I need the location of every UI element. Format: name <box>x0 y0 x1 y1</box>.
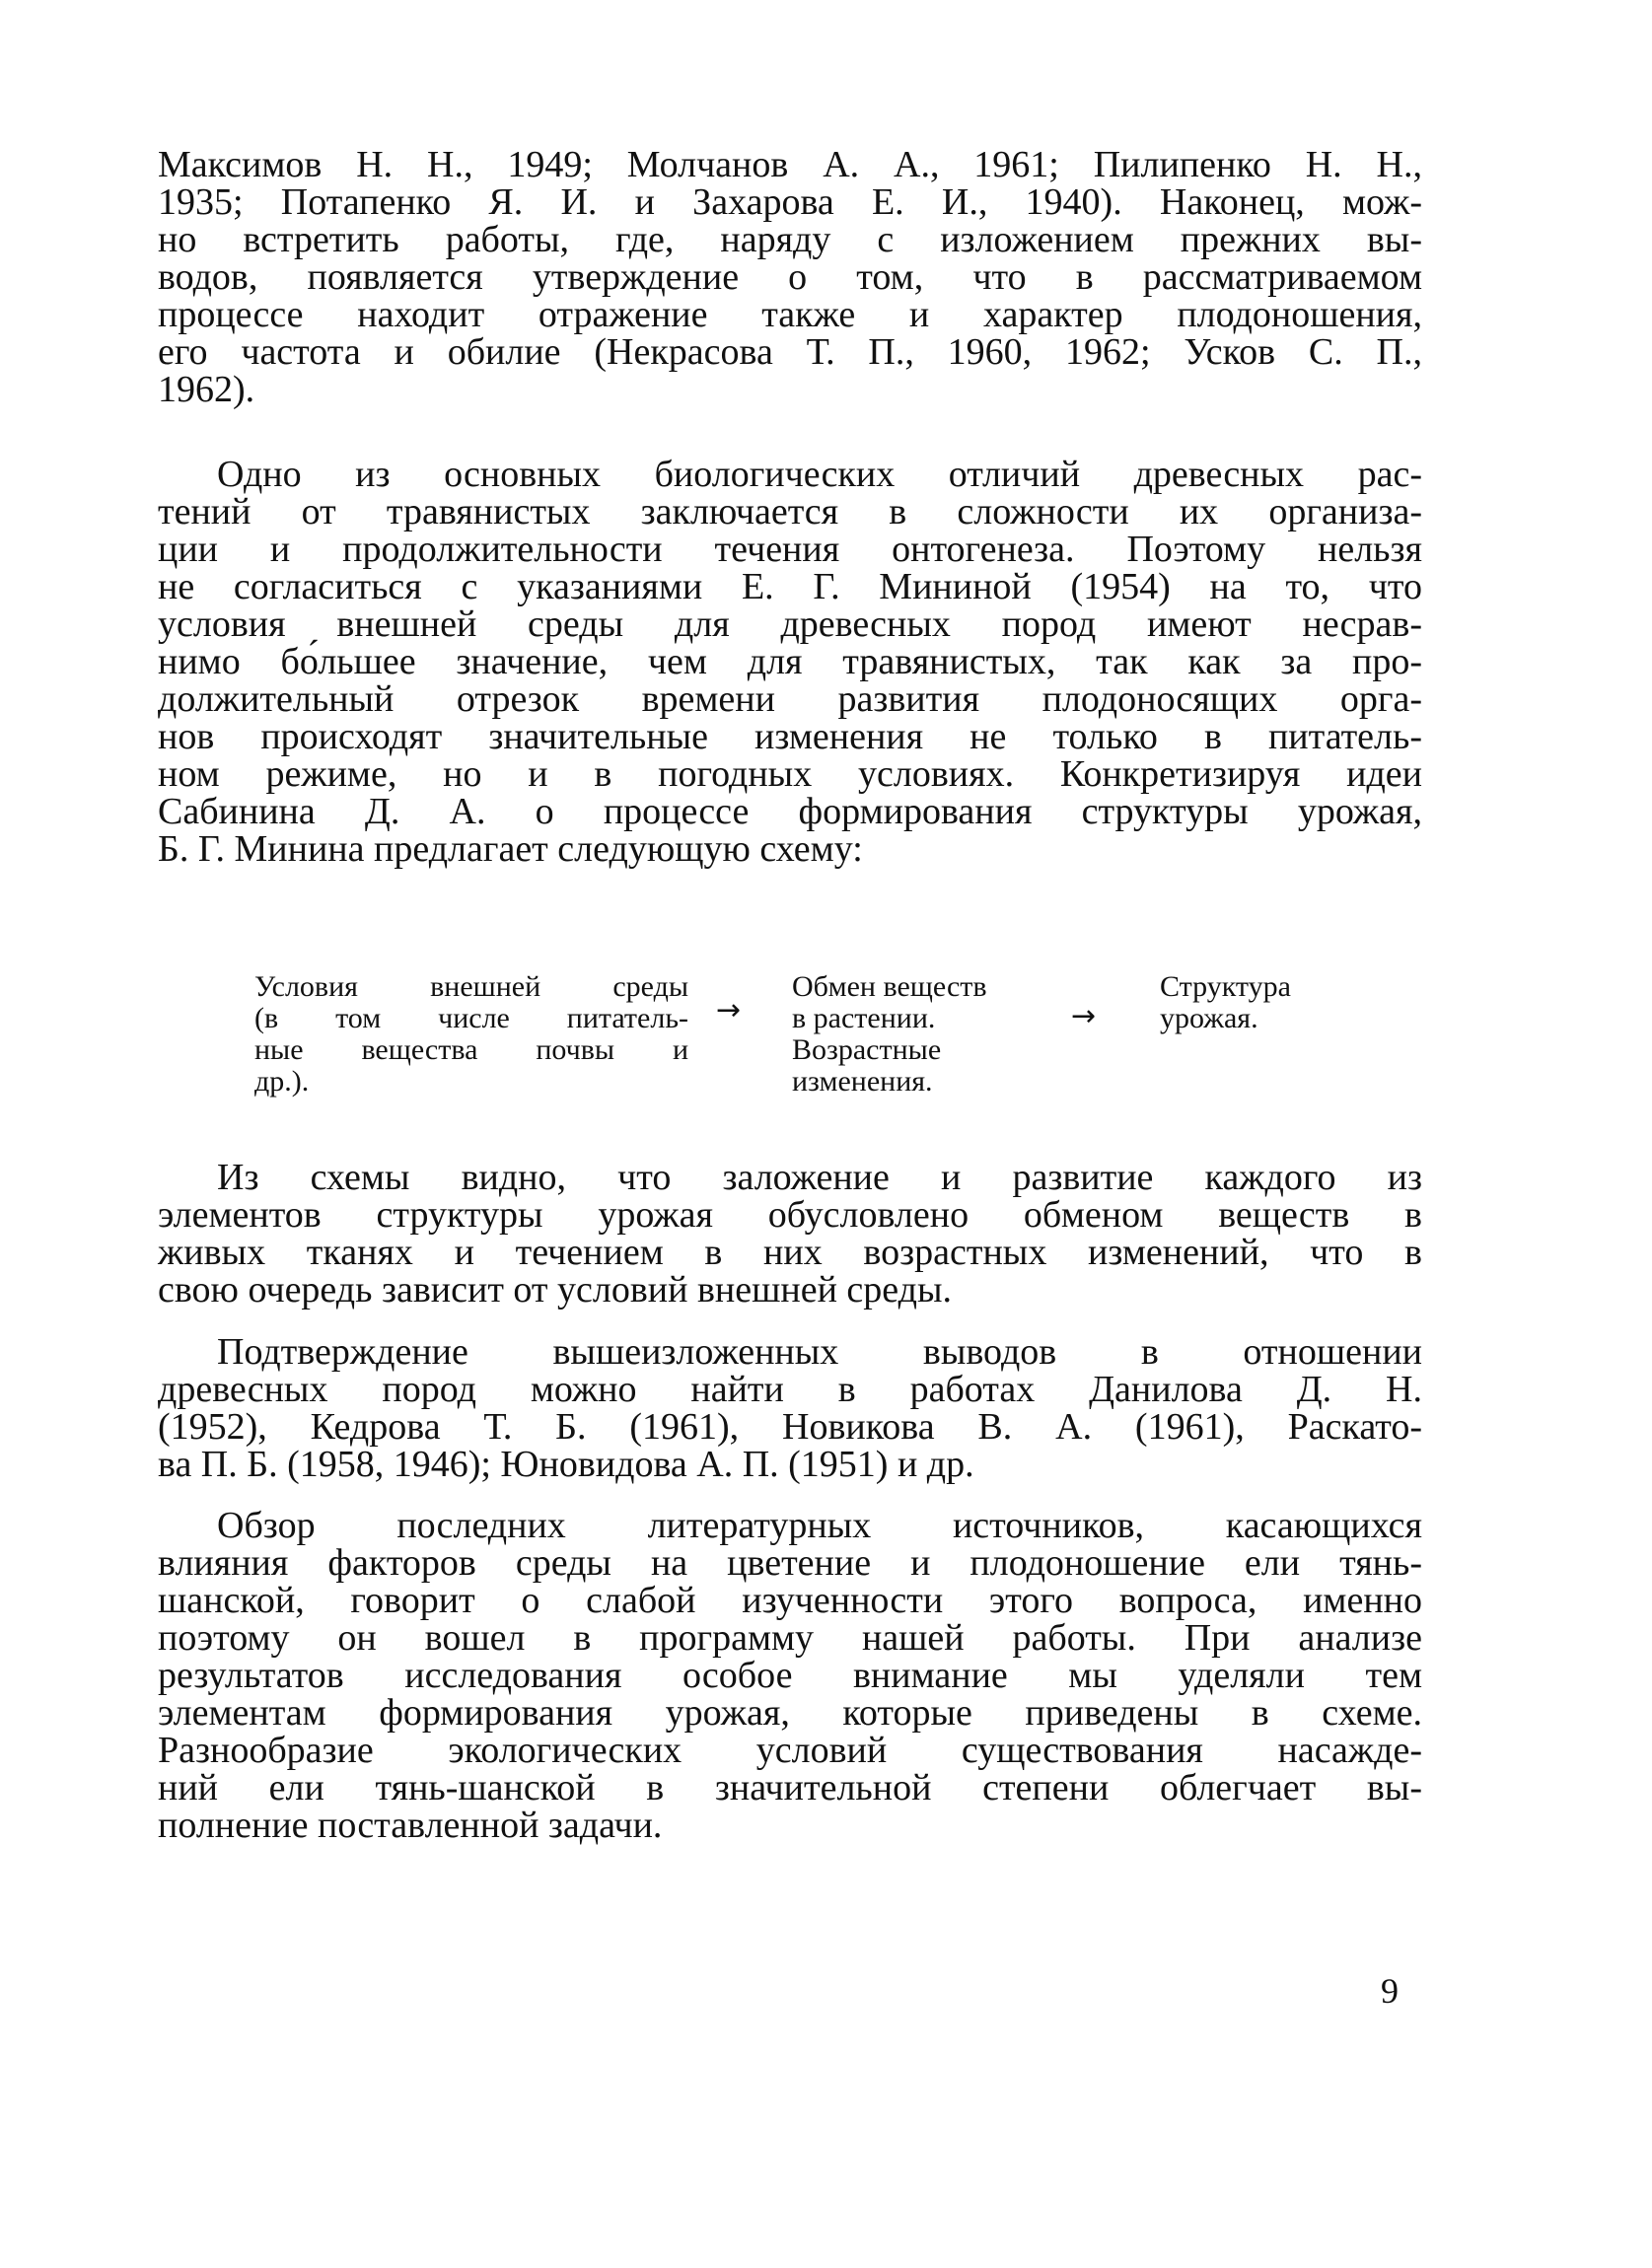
scheme-line: (в том числе питатель- <box>254 1002 688 1034</box>
text-line: Разнообразие экологических условий существования насажде- <box>158 1730 1422 1771</box>
text-line: поэтому он вошел в программу нашей работы. При анализе <box>158 1617 1422 1659</box>
text-line: шанской, говорит о слабой изученности этого вопроса, именно <box>158 1580 1422 1621</box>
text-line: Из схемы видно, что заложение и развитие каждого из <box>217 1157 1422 1198</box>
scheme-line: изменения. <box>792 1065 933 1098</box>
text-line: влияния факторов среды на цветение и плодоношение ели тянь- <box>158 1542 1422 1584</box>
text-line: полнение поставленной задачи. <box>158 1805 663 1846</box>
text-line: не согласиться с указаниями Е. Г. Мининой (1954) на то, что <box>158 566 1422 607</box>
text-line: ном режиме, но и в погодных условиях. Конкретизируя идеи <box>158 753 1422 795</box>
scheme-box-yield-structure <box>1160 971 1291 1034</box>
scheme-line: др.). <box>254 1065 310 1098</box>
paragraph-4 <box>158 1333 1422 1483</box>
page-number: 9 <box>1381 1971 1399 2011</box>
text-line: Подтверждение вышеизложенных выводов в отношении <box>217 1331 1422 1373</box>
text-line: ции и продолжительности течения онтогенеза. Поэтому нельзя <box>158 529 1422 570</box>
scheme-box-environment <box>254 971 688 1098</box>
text-line: 1935; Потапенко Я. И. и Захарова Е. И., 1940). Наконец, мож- <box>158 181 1422 223</box>
text-line: его частота и обилие (Некрасова Т. П., 1960, 1962; Усков С. П., <box>158 331 1422 373</box>
text-line: Сабинина Д. А. о процессе формирования структуры урожая, <box>158 791 1422 832</box>
scheme-line: Обмен веществ <box>792 970 987 1003</box>
scheme-line: Структура <box>1160 970 1291 1003</box>
text-line: Максимов Н. Н., 1949; Молчанов А. А., 1961; Пилипенко Н. Н., <box>158 144 1422 185</box>
paragraph-5 <box>158 1507 1422 1844</box>
scheme-line: в растении. <box>792 1002 936 1034</box>
text-line: Одно из основных биологических отличий древесных рас- <box>217 454 1422 495</box>
arrow-right-icon: → <box>716 993 742 1028</box>
text-line: водов, появляется утверждение о том, что в рассматриваемом <box>158 256 1422 298</box>
scheme-line: ные вещества почвы и <box>254 1033 688 1066</box>
text-line: древесных пород можно найти в работах Данилова Д. Н. <box>158 1369 1422 1410</box>
paragraph-2 <box>158 456 1422 868</box>
text-line: процессе находит отражение также и характер плодоношения, <box>158 294 1422 335</box>
text-line: условия внешней среды для древесных пород имеют несрав- <box>158 603 1422 645</box>
text-line: 1962). <box>158 369 255 410</box>
scheme-line: урожая. <box>1160 1002 1258 1034</box>
text-line: ва П. Б. (1958, 1946); Юновидова А. П. (1951) и др. <box>158 1444 974 1485</box>
text-line: ний ели тянь-шанской в значительной степени облегчает вы- <box>158 1767 1422 1808</box>
text-line: Б. Г. Минина предлагает следующую схему: <box>158 828 863 870</box>
text-line: но встретить работы, где, наряду с изложением прежних вы- <box>158 219 1422 260</box>
text-line: живых тканях и течением в них возрастных изменений, что в <box>158 1232 1422 1273</box>
text-line: должительный отрезок времени развития плодоносящих орга- <box>158 678 1422 720</box>
text-line: Обзор последних литературных источников, касающихся <box>217 1505 1422 1546</box>
text-line: нимо бо́льшее значение, чем для травянистых, так как за про- <box>158 641 1422 682</box>
text-line: нов происходят значительные изменения не только в питатель- <box>158 716 1422 757</box>
text-line: тений от травянистых заключается в сложности их организа- <box>158 491 1422 532</box>
text-line: (1952), Кедрова Т. Б. (1961), Новикова В. А. (1961), Раскато- <box>158 1406 1422 1448</box>
text-line: результатов исследования особое внимание мы уделяли тем <box>158 1655 1422 1696</box>
paragraph-1 <box>158 146 1422 408</box>
text-line: свою очередь зависит от условий внешней среды. <box>158 1269 953 1311</box>
scheme-line: Условия внешней среды <box>254 970 688 1003</box>
text-line: элементам формирования урожая, которые приведены в схеме. <box>158 1692 1422 1734</box>
paragraph-3 <box>158 1159 1422 1309</box>
scheme-box-metabolism <box>792 971 987 1098</box>
arrow-right-icon: → <box>1071 999 1097 1033</box>
scheme-line: Возрастные <box>792 1033 942 1066</box>
text-line: элементов структуры урожая обусловлено обменом веществ в <box>158 1194 1422 1236</box>
